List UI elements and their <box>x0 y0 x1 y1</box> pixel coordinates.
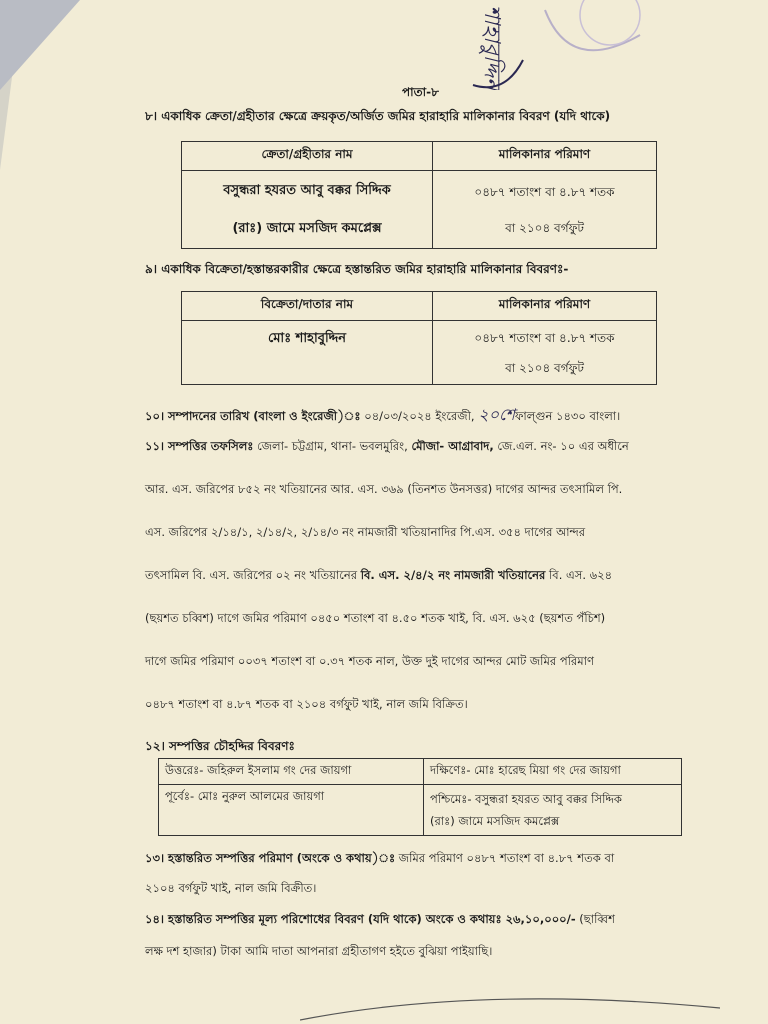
buyer-amount-header: মালিকানার পরিমাণ <box>433 142 657 171</box>
section14-line-1 <box>145 911 615 930</box>
boundary-west-line1: পশ্চিমেঃ- বসুন্ধরা হযরত আবু বক্কর সিদ্দিক <box>430 792 622 806</box>
section11-label: ১১। সম্পত্তির তফসিলঃ <box>145 439 254 453</box>
boundary-south: দক্ষিণেঃ- মোঃ হারেছ মিয়া গং দের জায়গা <box>424 759 682 785</box>
boundary-table <box>158 758 682 836</box>
boundary-east: পূর্বেঃ- মোঃ নুরুল আলমের জায়গা <box>159 785 424 836</box>
schedule-jl: জে.এল. নং- ১০ এর অধীনে <box>493 439 629 453</box>
handwritten-signature <box>465 0 525 90</box>
section12-heading: ১২। সম্পত্তির চৌহদ্দির বিবরণঃ <box>145 739 295 753</box>
page-number: পাতা-৮ <box>402 85 439 99</box>
seller-amount-line2: বা ২১০৪ বর্গফুট <box>505 360 584 375</box>
schedule-line-6: দাগে জমির পরিমাণ ০০৩৭ শতাংশ বা ০.৩৭ শতক নাল, উক্ত দুই দাগের আন্দর মোট জমির পরিমাণ <box>145 654 594 668</box>
schedule-mouza: মৌজা- আগ্রাবাদ, <box>411 439 494 453</box>
boundary-west-line2: (রাঃ) জামে মসজিদ কমপ্লেক্স <box>430 814 560 828</box>
seal-stamp-mark <box>540 0 645 70</box>
buyer-amount-cell <box>433 171 657 249</box>
schedule-line-4b: বি. এস. ৬২৪ <box>545 568 613 582</box>
section9-heading: ৯। একাধিক বিক্রেতা/হস্তান্তরকারীর ক্ষেত্রে হস্তান্তরিত জমির হারাহারি মালিকানার বিবরণঃ- <box>145 262 569 276</box>
seller-ownership-table <box>181 291 657 385</box>
boundary-north: উত্তরেঃ- জহিরুল ইসলাম গং দের জায়গা <box>159 759 424 785</box>
schedule-line-7: ০৪৮৭ শতাংশ বা ৪.৮৭ শতক বা ২১০৪ বর্গফুট খাই, নাল জমি বিক্রিত। <box>145 697 468 711</box>
page-corner-fold <box>0 0 80 90</box>
section10-label: ১০। সম্পাদনের তারিখ (বাংলা ও ইংরেজী)ঃ <box>145 409 361 423</box>
seller-amount-cell <box>433 321 657 385</box>
section14-line-2: লক্ষ দশ হাজার) টাকা আমি দাতা আপনারা গ্রহীতাগণ হইতে বুঝিয়া পাইয়াছি। <box>145 944 493 958</box>
buyer-name-line1: বসুন্ধরা হযরত আবু বক্কর সিদ্দিক <box>223 182 391 198</box>
section13-label: ১৩। হস্তান্তরিত সম্পত্তির পরিমাণ (অংকে ও কথায়)ঃ <box>145 851 396 865</box>
buyer-amount-line1: ০৪৮৭ শতাংশ বা ৪.৮৭ শতক <box>474 184 615 199</box>
section13-line-2: ২১০৪ বর্গফুট খাই, নাল জমি বিক্রীত। <box>145 881 317 895</box>
buyer-name-cell <box>182 171 433 249</box>
seller-amount-header: মালিকানার পরিমাণ <box>433 292 657 321</box>
schedule-line-4-bold: বি. এস. ২/৪/২ নং নামজারী খতিয়ানের <box>360 568 546 582</box>
buyer-amount-line2: বা ২১০৪ বর্গফুট <box>505 220 584 235</box>
schedule-line-4a: তৎসামিল বি. এস. জরিপের ০২ নং খতিয়ানের <box>145 568 361 582</box>
schedule-district: জেলা- চট্টগ্রাম, থানা- ভবলমুরিং, <box>253 439 412 453</box>
section13-text-1: জমির পরিমাণ ০৪৮৭ শতাংশ বা ৪.৮৭ শতক বা <box>395 851 615 865</box>
section13-line-1 <box>145 850 614 869</box>
schedule-line-3: এস. জরিপের ২/১৪/১, ২/১৪/২, ২/১৪/৩ নং নামজারী খতিয়ানাদির পি.এস. ৩৫৪ দাগের আন্দর <box>145 525 586 539</box>
section14-text-1: (ছাব্বিশ <box>575 912 615 926</box>
schedule-line-5: (ছয়শত চব্বিশ) দাগে জমির পরিমাণ ০৪৫০ শতাংশ বা ৪.৫০ শতক খাই, বি. এস. ৬২৫ (ছয়শত পঁচিশ) <box>145 611 606 625</box>
page-edge-curve <box>300 990 720 1024</box>
boundary-west-cell <box>424 785 682 836</box>
seller-amount-line1: ০৪৮৭ শতাংশ বা ৪.৮৭ শতক <box>474 330 615 345</box>
buyer-ownership-table <box>181 141 657 249</box>
seller-name-header: বিক্রেতা/দাতার নাম <box>182 292 433 321</box>
seller-name-cell <box>182 321 433 385</box>
buyer-name-line2: (রাঃ) জামে মসজিদ কমপ্লেক্স <box>232 220 382 236</box>
svg-text:শাহাবুদ্দিন: শাহাবুদ্দিন <box>479 5 504 90</box>
buyer-name-header: ক্রেতা/গ্রহীতার নাম <box>182 142 433 171</box>
execution-date-english: ০৪/০৩/২০২৪ ইংরেজী, <box>360 409 479 423</box>
section8-heading: ৮। একাধিক ক্রেতা/গ্রহীতার ক্ষেত্রে ক্রয়কৃত/অর্জিত জমির হারাহারি মালিকানার বিবরণ (যদি থাকে) <box>145 109 611 123</box>
section14-label: ১৪। হস্তান্তরিত সম্পত্তির মূল্য পরিশোধের বিবরণ (যদি থাকে) অংকে ও কথায়ঃ ২৬,১০,০০০/- <box>145 912 576 926</box>
section10-line <box>145 402 620 429</box>
execution-date-bangla: ফাল্গুন ১৪৩০ বাংলা। <box>514 409 621 423</box>
schedule-line-2: আর. এস. জরিপের ৮৫২ নং খতিয়ানের আর. এস. ৩৬৯ (তিনশত উনসত্তর) দাগের আন্দর তৎসামিল পি. <box>145 482 623 496</box>
schedule-line-1 <box>145 438 629 457</box>
seller-name: মোঃ শাহাবুদ্দিন <box>267 331 347 346</box>
execution-day-handwritten: ২০শে <box>478 405 515 424</box>
schedule-line-4 <box>145 567 612 586</box>
